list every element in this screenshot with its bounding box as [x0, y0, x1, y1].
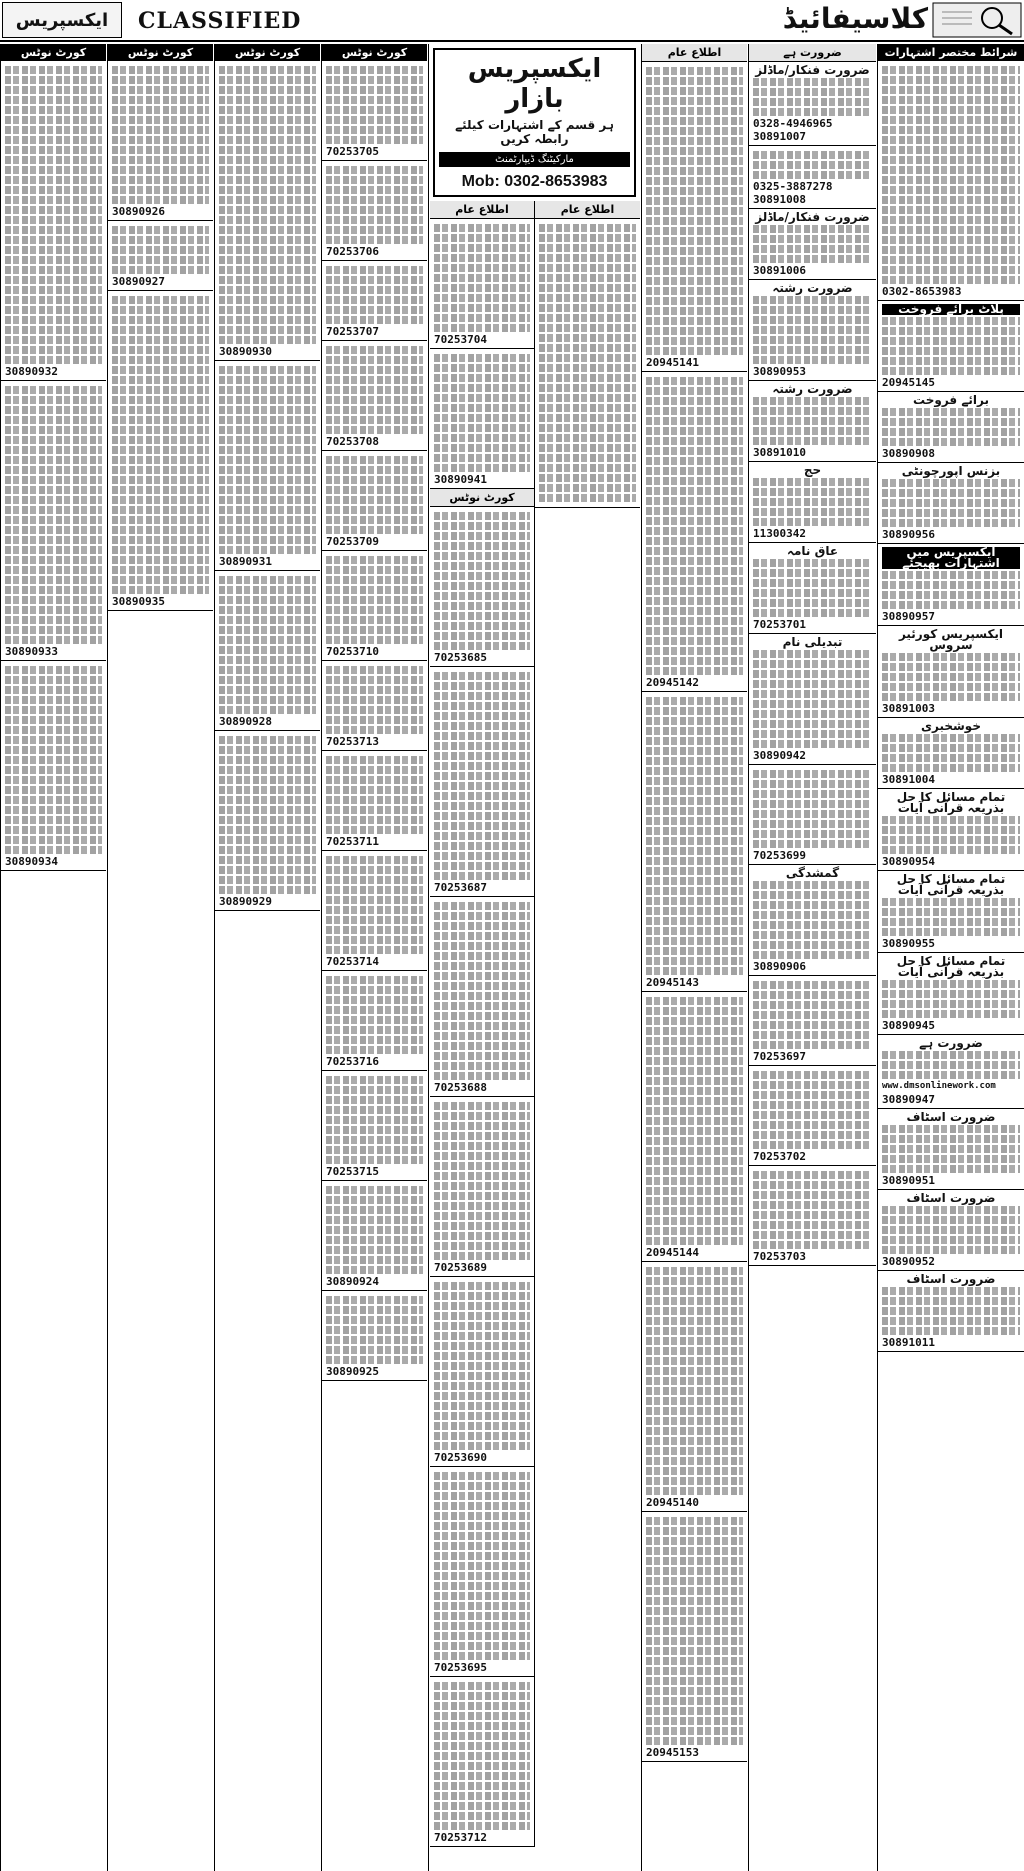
ad-number: 30890945: [882, 1019, 935, 1032]
ad-quranic: [878, 871, 1024, 953]
ad-number: 30891008: [753, 193, 806, 206]
ad-rishta: [749, 381, 876, 462]
ad-wanted: [749, 209, 876, 280]
ad-number: 30891003: [882, 702, 935, 715]
ad-title: ضرورت رشتہ: [772, 382, 853, 396]
column-heading: کورٹ نوٹس: [108, 44, 213, 61]
ad-notice: [215, 571, 320, 731]
ad-notice: [322, 851, 427, 971]
ad-notice: [642, 372, 747, 692]
column-heading: کورٹ نوٹس: [1, 44, 106, 61]
ad-number: 20945145: [882, 376, 935, 389]
ad-title: ضرورت فنکار/ماڈلز: [755, 63, 870, 77]
ad-number: 30890930: [219, 345, 272, 358]
ad-number: 30890941: [434, 473, 487, 486]
ad-notice: [322, 161, 427, 261]
ad-number: 70253711: [326, 835, 379, 848]
ad-phone: 0328-4946965: [753, 117, 833, 130]
page-header: [0, 0, 1024, 42]
ad-number: 70253690: [434, 1451, 487, 1464]
ad-number: 30890906: [753, 960, 806, 973]
ad-number: 70253697: [753, 1050, 806, 1063]
ad-number: 20945144: [646, 1246, 699, 1259]
ad-number: 70253710: [326, 645, 379, 658]
ad-notice: [430, 1677, 534, 1847]
ad-notice: [322, 1181, 427, 1291]
ad-number: 30890931: [219, 555, 272, 568]
express-logo: ایکسپریس: [2, 2, 122, 38]
ad-aaq-nama: [749, 543, 876, 634]
ad-notice: [215, 361, 320, 571]
column-bazaar: [428, 44, 640, 1871]
ad-notice: [1, 661, 106, 871]
ad-phone: 0325-3887278: [753, 180, 833, 193]
ad-notice: [642, 62, 747, 372]
ad-number: 20945141: [646, 356, 699, 369]
ad-lost: [749, 1066, 876, 1166]
ad-business: [878, 463, 1024, 544]
ad-number: 70253702: [753, 1150, 806, 1163]
ad-notice: [430, 667, 534, 897]
ad-notice: [642, 1262, 747, 1512]
ad-title: ضرورت ہے: [919, 1036, 983, 1050]
column-heading: ضرورت ہے: [749, 44, 876, 62]
ad-number: 70253713: [326, 735, 379, 748]
ad-number: 30890925: [326, 1365, 379, 1378]
ad-notice: [108, 61, 213, 221]
ad-notice: [108, 291, 213, 611]
subcolumn-right: [534, 201, 640, 1847]
ad-title: بزنس اپورچونٹی: [901, 464, 1001, 478]
subcolumn-left: [430, 201, 534, 1847]
ad-notice: [108, 221, 213, 291]
ad-good-news: [878, 718, 1024, 789]
bazaar-mobile: Mob: 0302-8653983: [461, 173, 608, 190]
ad-title: تمام مسائل کا حل بذریعہ قرآنی آیات: [896, 790, 1006, 815]
ad-notice: [430, 1277, 534, 1467]
ad-number: 20945140: [646, 1496, 699, 1509]
ad-number: 30890955: [882, 937, 935, 950]
ad-wanted: [749, 146, 876, 209]
ad-number: 70253699: [753, 849, 806, 862]
ad-notice: [1, 61, 106, 381]
bazaar-title: ایکسپریس بازار: [467, 54, 602, 114]
ad-for-sale: [878, 392, 1024, 463]
ad-number: 20945153: [646, 1746, 699, 1759]
ad-number: 30890957: [882, 610, 935, 623]
ad-notice: [322, 1291, 427, 1381]
column-wanted: [748, 44, 876, 1871]
ad-number: 70253712: [434, 1831, 487, 1844]
ad-number: 70253689: [434, 1261, 487, 1274]
ad-number: 70253706: [326, 245, 379, 258]
column-court-notice-1: [0, 44, 106, 1871]
ad-number: 30890942: [753, 749, 806, 762]
ad-number: 70253707: [326, 325, 379, 338]
ad-number: 30890954: [882, 855, 935, 868]
ad-title: برائے فروخت: [913, 393, 989, 407]
ad-number: 30890932: [5, 365, 58, 378]
ad-notice: [322, 61, 427, 161]
ad-notice: [322, 661, 427, 751]
ad-number: 30890934: [5, 855, 58, 868]
ad-number: 30891010: [753, 446, 806, 459]
ad-notice: [430, 507, 534, 667]
magnifier-icon: [932, 2, 1022, 38]
column-heading: کورٹ نوٹس: [322, 44, 427, 61]
ad-number: 70253709: [326, 535, 379, 548]
column-heading: کورٹ نوٹس: [215, 44, 320, 61]
ad-name-change: [749, 634, 876, 765]
ad-notice: [535, 219, 640, 508]
ad-number: 70253716: [326, 1055, 379, 1068]
ad-title: تمام مسائل کا حل بذریعہ قرآنی آیات: [896, 954, 1006, 979]
column-heading: اطلاع عام: [642, 44, 747, 62]
ad-terms: [878, 61, 1024, 301]
ad-title: تبدیلی نام: [782, 635, 843, 649]
ad-number: 30890952: [882, 1255, 935, 1268]
ad-notice: [215, 61, 320, 361]
express-bazaar-box: [433, 48, 636, 197]
ad-number: 70253708: [326, 435, 379, 448]
ad-notice: [322, 971, 427, 1071]
ad-title: ایکسپریس میں اشتہارات بھیجئے: [882, 547, 1020, 569]
ad-title: ضرورت اسٹاف: [906, 1110, 996, 1124]
ad-website: www.dmsonlinework.com: [882, 1081, 996, 1091]
ad-number: 70253695: [434, 1661, 487, 1674]
ad-number: 30890929: [219, 895, 272, 908]
ad-number: 70253715: [326, 1165, 379, 1178]
ad-number: 70253687: [434, 881, 487, 894]
ad-number: 11300342: [753, 527, 806, 540]
ad-notice: [642, 992, 747, 1262]
ad-courier: [878, 626, 1024, 718]
ad-title: ضرورت فنکار/ماڈلز: [755, 210, 870, 224]
ad-number: 20945142: [646, 676, 699, 689]
ad-title: ضرورت اسٹاف: [906, 1272, 996, 1286]
ad-notice: [430, 897, 534, 1097]
ad-number: 20945143: [646, 976, 699, 989]
ad-staff: [878, 1109, 1024, 1190]
ad-title: تمام مسائل کا حل بذریعہ قرآنی آیات: [896, 872, 1006, 897]
ad-number: 30890953: [753, 365, 806, 378]
column-public-notice: [641, 44, 747, 1871]
column-court-notice-4: [321, 44, 427, 1871]
ad-number: 30890928: [219, 715, 272, 728]
ad-number: 30891007: [753, 130, 806, 143]
ad-number: 70253701: [753, 618, 806, 631]
ad-number: 30890956: [882, 528, 935, 541]
ad-number: 70253704: [434, 333, 487, 346]
column-heading: اطلاع عام: [535, 201, 640, 219]
ad-notice: [430, 219, 534, 349]
ad-number: 70253705: [326, 145, 379, 158]
ad-hajj: [749, 462, 876, 543]
ad-notice: [642, 1512, 747, 1762]
ad-title: حج: [803, 463, 822, 477]
ad-number: 30890908: [882, 447, 935, 460]
ad-notice: [322, 451, 427, 551]
ad-plot-sale: [878, 301, 1024, 392]
ad-title: عاق نامہ: [786, 544, 839, 558]
ad-wanted: [878, 1035, 1024, 1109]
ad-notice: [642, 692, 747, 992]
ad-notice: [430, 1467, 534, 1677]
ad-notice: [322, 341, 427, 451]
ad-number: 30891004: [882, 773, 935, 786]
header-title-english: CLASSIFIED: [138, 8, 302, 34]
ad-number: 30890926: [112, 205, 165, 218]
bazaar-subtitle: ہر قسم کے اشتہارات کیلئے رابطہ کریں: [455, 118, 614, 146]
ad-number: 70253685: [434, 651, 487, 664]
ad-number: 30891006: [753, 264, 806, 277]
ad-notice: [215, 731, 320, 911]
column-terms-and-offers: [877, 44, 1024, 1871]
ad-number: 70253688: [434, 1081, 487, 1094]
ad-notice: [322, 751, 427, 851]
ad-staff: [878, 1271, 1024, 1352]
ad-number: 30890947: [882, 1093, 935, 1106]
ad-number: 30890951: [882, 1174, 935, 1187]
bazaar-subcolumns: [429, 201, 640, 1847]
ad-lost: [749, 976, 876, 1066]
ad-notice: [322, 1071, 427, 1181]
ad-number: 30890927: [112, 275, 165, 288]
ad-name-change: [749, 765, 876, 865]
ad-title: پلاٹ برائے فروخت: [882, 304, 1020, 315]
ad-number: 30890933: [5, 645, 58, 658]
ad-quranic: [878, 953, 1024, 1035]
bazaar-department: مارکیٹنگ ڈیپارٹمنٹ: [439, 152, 630, 167]
header-title-urdu: کلاسیفائیڈ: [782, 2, 928, 35]
ad-title: گمشدگی: [785, 866, 840, 880]
ad-title: ضرورت رشتہ: [772, 281, 853, 295]
column-court-notice-3: [214, 44, 320, 1871]
column-heading: شرائط مختصر اشتہارات: [878, 44, 1024, 61]
ad-title: خوشخبری: [921, 719, 981, 733]
ad-number: 70253703: [753, 1250, 806, 1263]
ad-notice: [430, 349, 534, 489]
ad-staff: [878, 1190, 1024, 1271]
column-court-notice-2: [107, 44, 213, 1871]
ad-lost: [749, 865, 876, 976]
column-heading: کورٹ نوٹس: [430, 489, 534, 507]
ad-notice: [322, 551, 427, 661]
ad-express-ads: [878, 544, 1024, 626]
column-heading: اطلاع عام: [430, 201, 534, 219]
ad-wanted: [749, 62, 876, 146]
ad-notice: [1, 381, 106, 661]
ad-number: 30891011: [882, 1336, 935, 1349]
ad-number: 70253714: [326, 955, 379, 968]
ad-number: 30890935: [112, 595, 165, 608]
ad-number: 30890924: [326, 1275, 379, 1288]
ad-notice: [430, 1097, 534, 1277]
ad-notice: [322, 261, 427, 341]
ad-title: ایکسپریس کورئیر سروس: [898, 627, 1004, 652]
ad-rishta: [749, 280, 876, 381]
ad-quranic: [878, 789, 1024, 871]
ad-lost: [749, 1166, 876, 1266]
contact-phone: 0302-8653983: [882, 285, 962, 298]
ad-title: ضرورت اسٹاف: [906, 1191, 996, 1205]
